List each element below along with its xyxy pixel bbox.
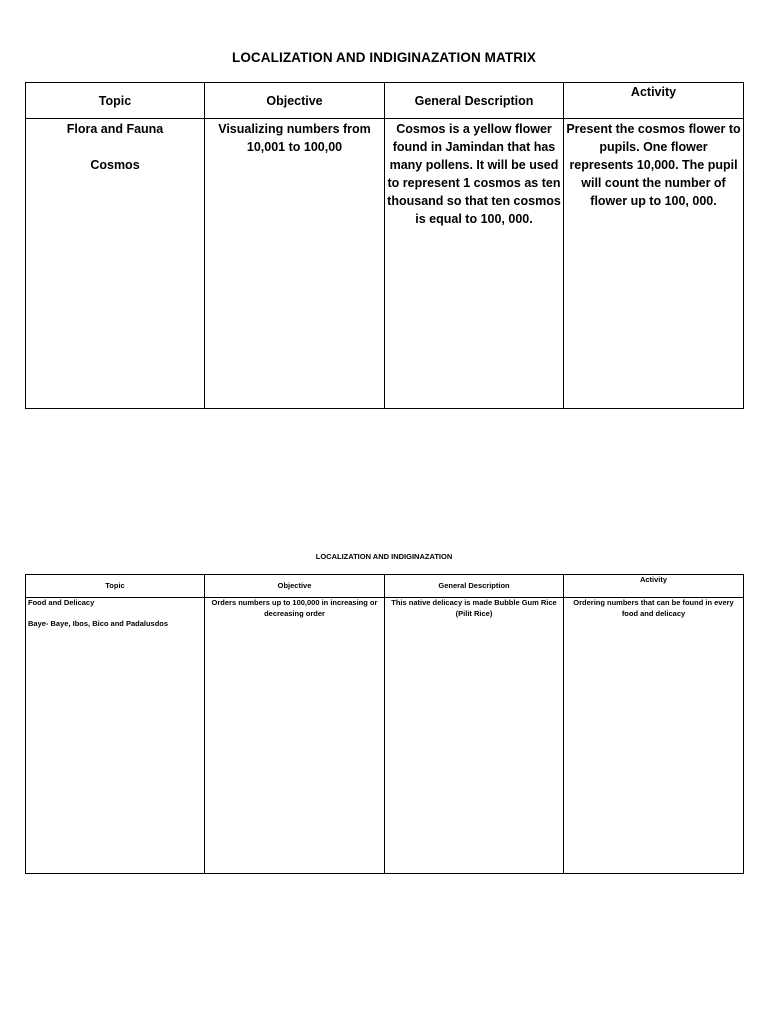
matrix1-header-activity: Activity <box>564 83 744 119</box>
matrix2-header-activity: Activity <box>564 575 744 598</box>
matrix2-cell-description: This native delicacy is made Bubble Gum Rice (Pilit Rice) <box>385 598 564 874</box>
matrix2-header-description: General Description <box>385 575 564 598</box>
matrix2-cell-activity: Ordering numbers that can be found in every food and delicacy <box>564 598 744 874</box>
matrix2-header-objective: Objective <box>205 575 385 598</box>
matrix2-topic-line2: Baye- Baye, Ibos, Bico and Padalusdos <box>28 618 169 628</box>
matrix1-header-description: General Description <box>385 83 564 119</box>
matrix1-row <box>26 119 744 409</box>
matrix2-topic-gap <box>28 609 202 619</box>
matrix2-cell-objective: Orders numbers up to 100,000 in increasing or decreasing order <box>205 598 385 874</box>
matrix1-header-topic: Topic <box>26 83 205 119</box>
matrix1-topic-line1: Flora and Fauna <box>66 122 164 136</box>
matrix1-table <box>25 82 744 409</box>
matrix2-topic-line1: Food and Delicacy <box>28 598 95 607</box>
matrix2-table <box>25 574 744 874</box>
matrix1-cell-objective: Visualizing numbers from 10,001 to 100,00 <box>205 119 385 409</box>
matrix1-header-objective: Objective <box>205 83 385 119</box>
matrix1-cell-activity: Present the cosmos flower to pupils. One flower represents 10,000. The pupil will count the number of flower up to 100, 000. <box>564 119 744 409</box>
matrix1-topic-line2: Cosmos <box>90 158 140 172</box>
matrix1-cell-description: Cosmos is a yellow flower found in Jamindan that has many pollens. It will be used to represent 1 cosmos as ten thousand so that ten cosmos is equal to 100, 000. <box>385 119 564 409</box>
matrix1-topic-gap <box>28 138 202 156</box>
matrix2-cell-topic <box>26 598 205 874</box>
matrix1-header-row <box>26 83 744 119</box>
matrix2-row <box>26 598 744 874</box>
matrix2-header-row <box>26 575 744 598</box>
matrix2-header-topic: Topic <box>26 575 205 598</box>
matrix2-title: LOCALIZATION AND INDIGINAZATION <box>315 552 453 561</box>
matrix1-cell-topic <box>26 119 205 409</box>
matrix1-title: LOCALIZATION AND INDIGINAZATION MATRIX <box>231 50 537 65</box>
